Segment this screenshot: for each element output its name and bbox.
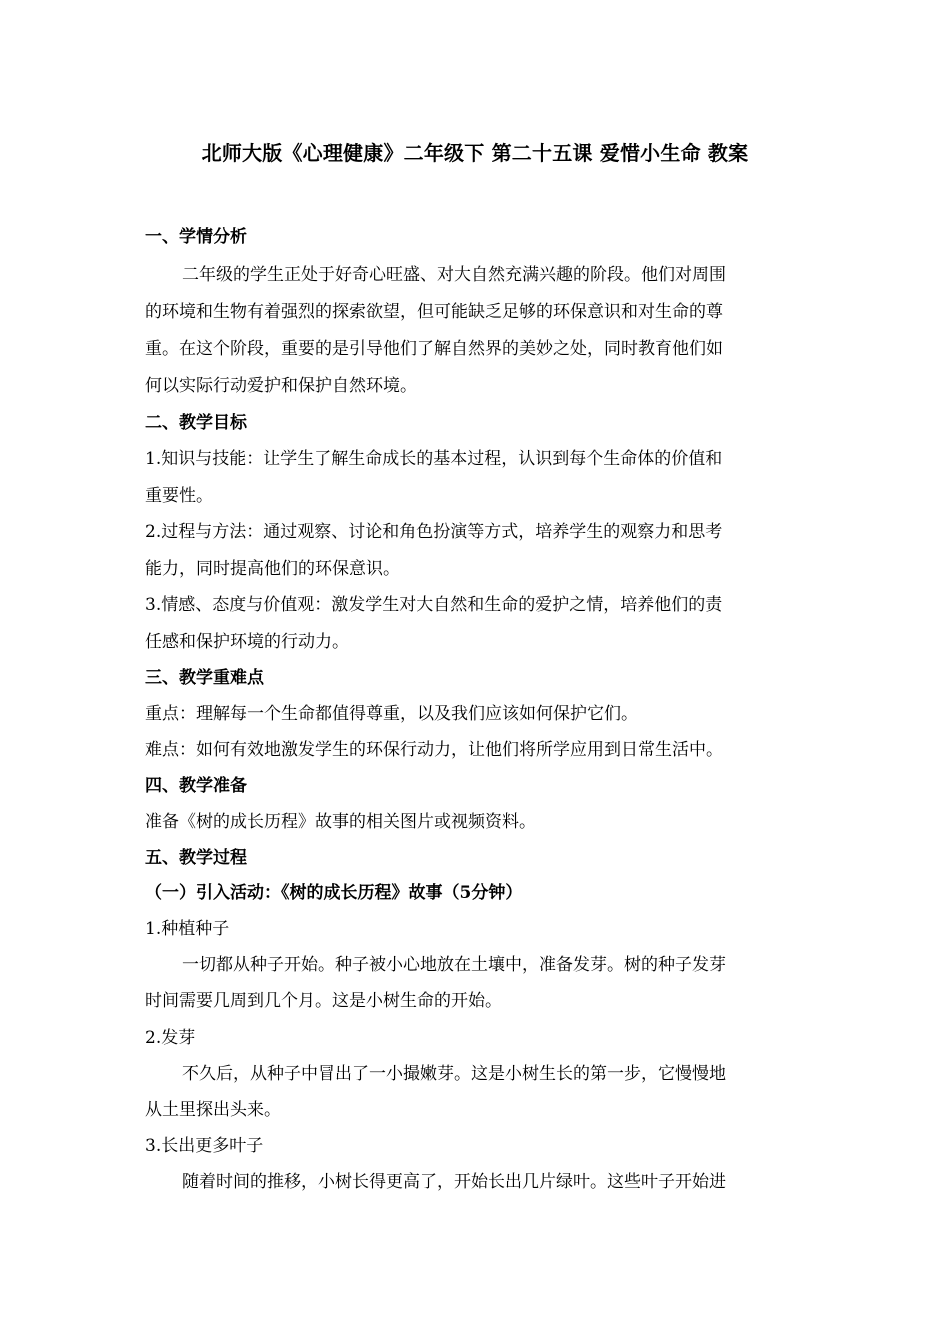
paragraph-line: 难点：如何有效地激发学生的环保行动力，让他们将所学应用到日常生活中。	[145, 740, 723, 760]
paragraph-line: 从土里探出头来。	[145, 1100, 281, 1120]
paragraph-line: 重点：理解每一个生命都值得尊重，以及我们应该如何保护它们。	[145, 704, 638, 724]
paragraph-line: 何以实际行动爱护和保护自然环境。	[145, 376, 417, 396]
paragraph-line: 二年级的学生正处于好奇心旺盛、对大自然充满兴趣的阶段。他们对周围	[182, 265, 726, 285]
list-item-heading: 1.种植种子	[145, 919, 230, 939]
paragraph-line: 1.知识与技能：让学生了解生命成长的基本过程，认识到每个生命体的价值和	[145, 449, 723, 469]
section-heading-keypoints: 三、教学重难点	[145, 668, 264, 688]
paragraph-line: 3.情感、态度与价值观：激发学生对大自然和生命的爱护之情，培养他们的责	[145, 595, 723, 615]
section-heading-analysis: 一、学情分析	[145, 227, 247, 247]
subsection-heading-intro: （一）引入活动：《树的成长历程》故事（5分钟）	[145, 883, 523, 903]
paragraph-line: 任感和保护环境的行动力。	[145, 632, 349, 652]
section-heading-goals: 二、教学目标	[145, 413, 247, 433]
paragraph-line: 重要性。	[145, 486, 213, 506]
paragraph-line: 随着时间的推移，小树长得更高了，开始长出几片绿叶。这些叶子开始进	[182, 1172, 726, 1192]
section-heading-process: 五、教学过程	[145, 848, 247, 868]
paragraph-line: 能力，同时提高他们的环保意识。	[145, 559, 400, 579]
paragraph-line: 重。在这个阶段，重要的是引导他们了解自然界的美妙之处，同时教育他们如	[145, 339, 723, 359]
section-heading-preparation: 四、教学准备	[145, 776, 247, 796]
paragraph-line: 准备《树的成长历程》故事的相关图片或视频资料。	[145, 812, 536, 832]
paragraph-line: 2.过程与方法：通过观察、讨论和角色扮演等方式，培养学生的观察力和思考	[145, 522, 723, 542]
list-item-heading: 3.长出更多叶子	[145, 1136, 264, 1156]
paragraph-line: 时间需要几周到几个月。这是小树生命的开始。	[145, 991, 502, 1011]
paragraph-line: 一切都从种子开始。种子被小心地放在土壤中，准备发芽。树的种子发芽	[182, 955, 726, 975]
list-item-heading: 2.发芽	[145, 1028, 196, 1048]
paragraph-line: 不久后，从种子中冒出了一小撮嫩芽。这是小树生长的第一步，它慢慢地	[182, 1064, 726, 1084]
paragraph-line: 的环境和生物有着强烈的探索欲望，但可能缺乏足够的环保意识和对生命的尊	[145, 302, 723, 322]
document-title: 北师大版《心理健康》二年级下 第二十五课 爱惜小生命 教案	[201, 141, 749, 165]
